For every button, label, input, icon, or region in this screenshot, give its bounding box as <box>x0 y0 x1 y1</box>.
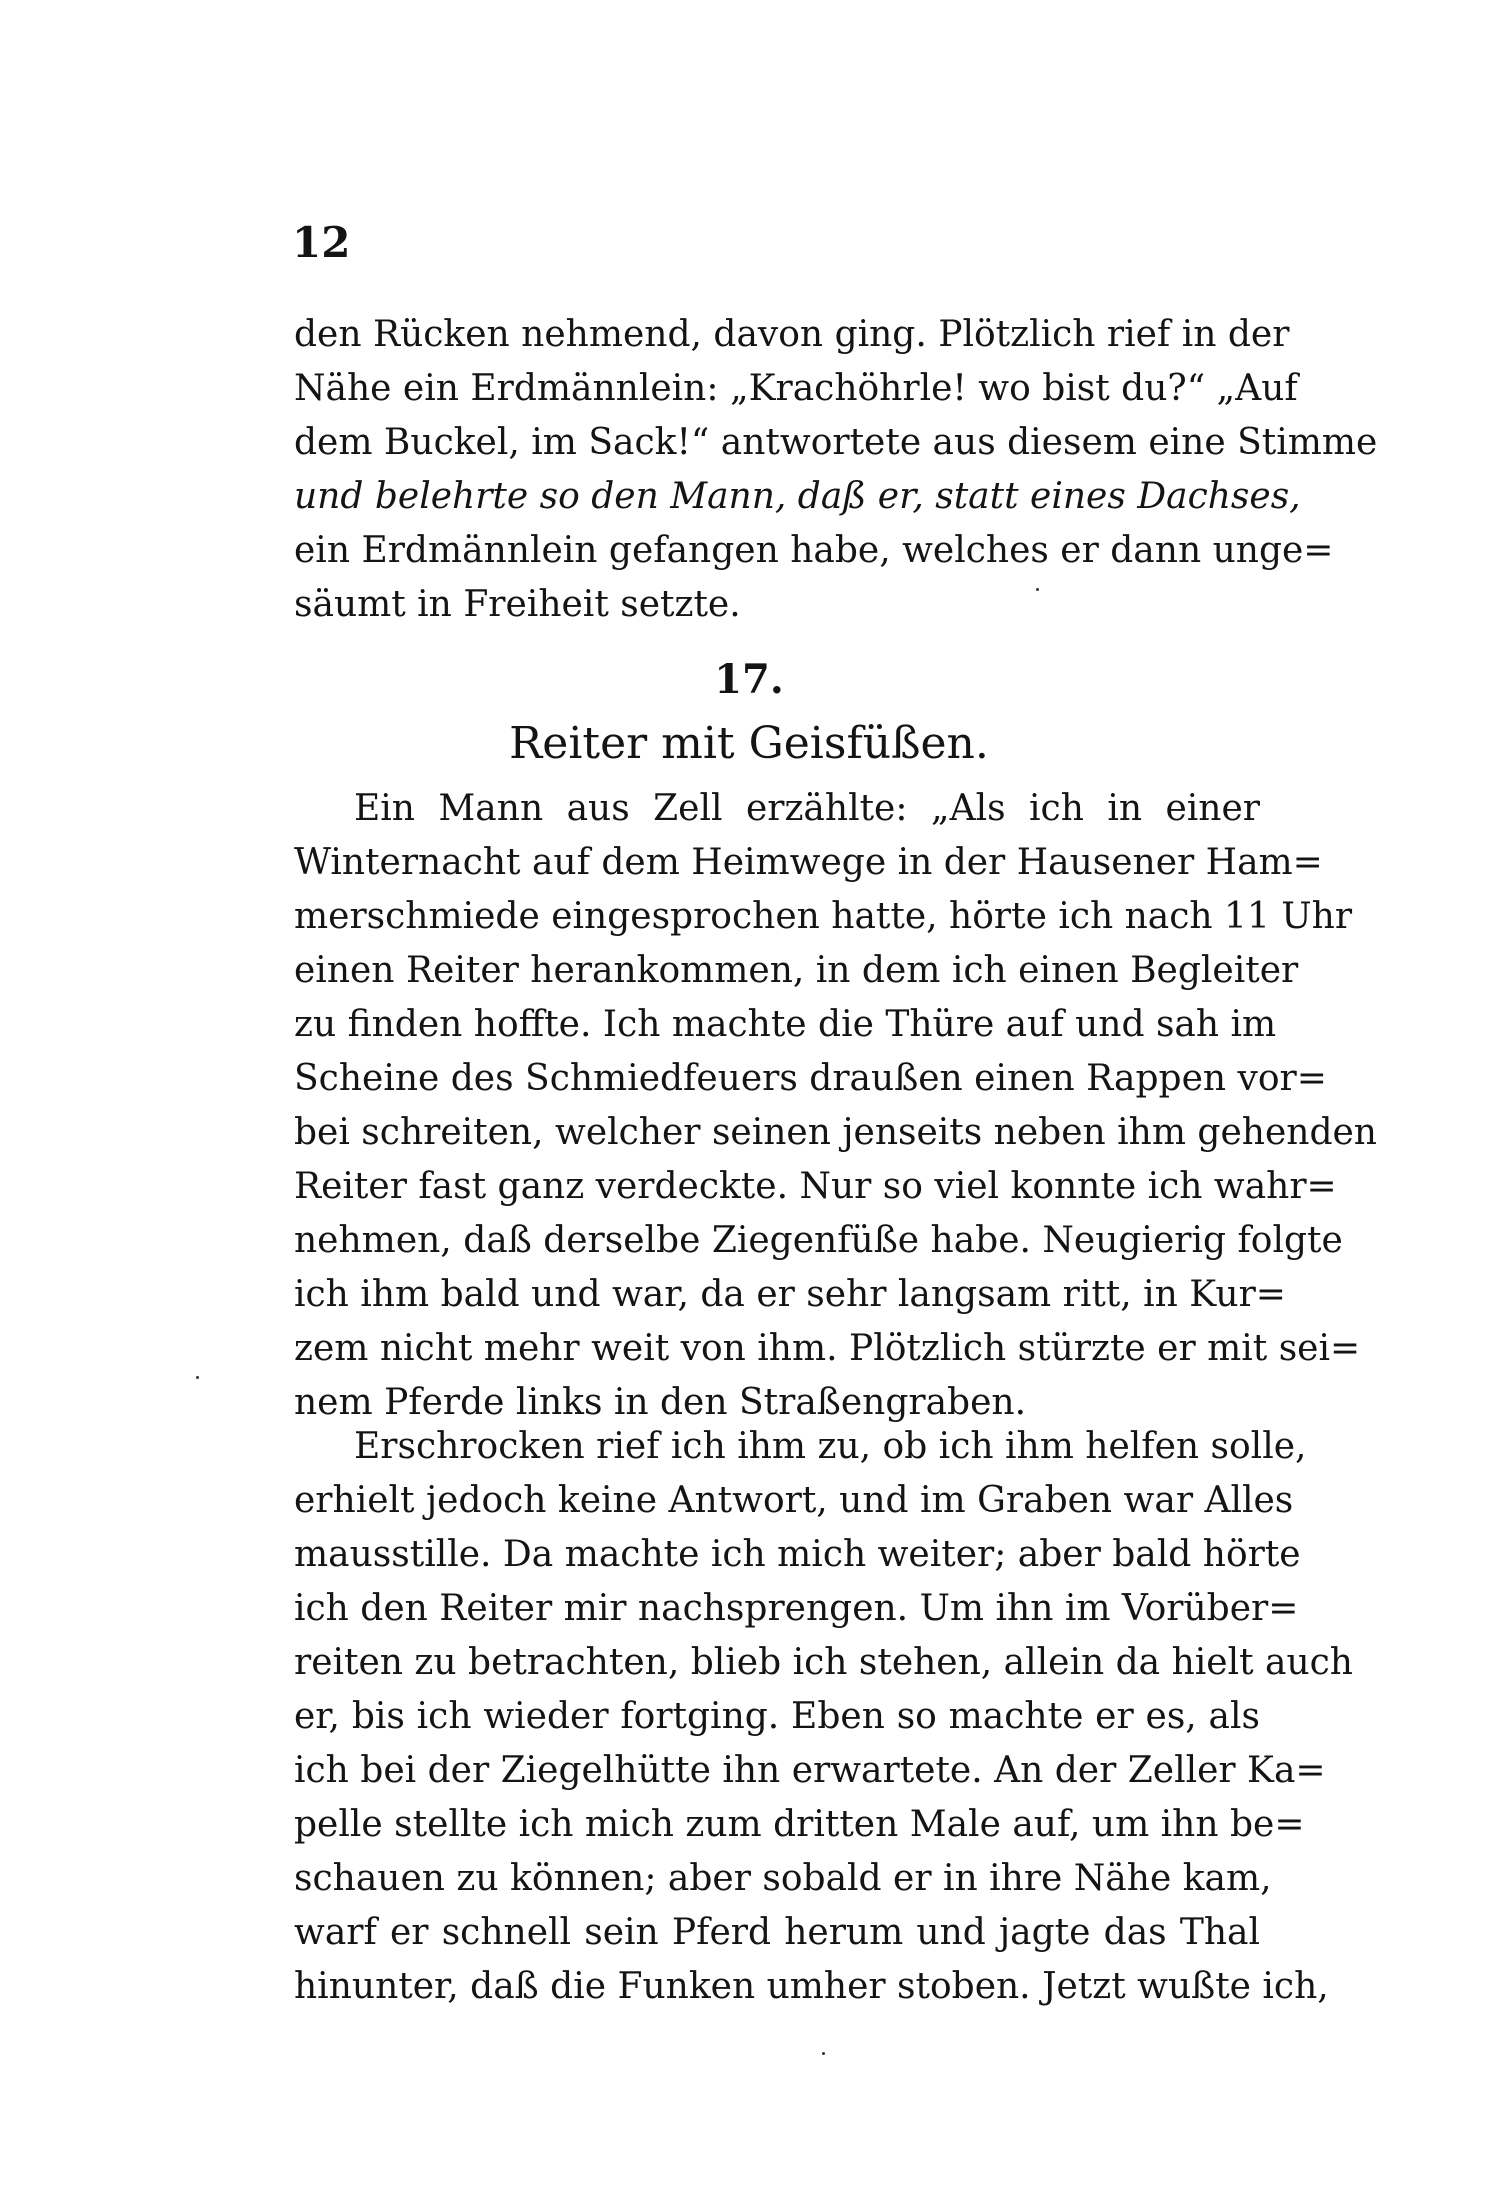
text-line: Nähe ein Erdmännlein: „Krachöhrle! wo bist du?“ „Auf <box>294 368 1298 409</box>
text-line: bei schreiten, welcher seinen jenseits neben ihm gehenden <box>294 1112 1377 1153</box>
text-line: merschmiede eingesprochen hatte, hörte ich nach 11 Uhr <box>294 896 1353 937</box>
text-line: nehmen, daß derselbe Ziegenfüße habe. Neugierig folgte <box>294 1220 1343 1261</box>
section-number: 17. <box>714 656 784 703</box>
text-line: hinunter, daß die Funken umher stoben. Jetzt wußte ich, <box>294 1966 1329 2007</box>
text-line: er, bis ich wieder fortging. Eben so machte er es, als <box>294 1696 1260 1737</box>
paragraph-2 <box>294 1420 1353 2014</box>
print-speck <box>1036 588 1039 591</box>
text-line: dem Buckel, im Sack!“ antwortete aus diesem eine Stimme <box>294 422 1378 463</box>
text-line: nem Pferde links in den Straßengraben. <box>294 1382 1027 1423</box>
text-line: Reiter fast ganz verdeckte. Nur so viel konnte ich wahr= <box>294 1166 1337 1207</box>
paragraph-1 <box>294 782 1377 1430</box>
text-line: erhielt jedoch keine Antwort, und im Graben war Alles <box>294 1480 1294 1521</box>
print-speck <box>196 1376 199 1379</box>
text-line: den Rücken nehmend, davon ging. Plötzlich rief in der <box>294 314 1290 355</box>
text-line: mausstille. Da machte ich mich weiter; aber bald hörte <box>294 1534 1301 1575</box>
text-line: ich ihm bald und war, da er sehr langsam ritt, in Kur= <box>294 1274 1286 1315</box>
text-line: Scheine des Schmiedfeuers draußen einen Rappen vor= <box>294 1058 1327 1099</box>
intro-paragraph <box>294 308 1378 632</box>
text-line: Ein Mann aus Zell erzählte: „Als ich in einer <box>354 788 1260 829</box>
text-line: ein Erdmännlein gefangen habe, welches er dann unge= <box>294 530 1334 571</box>
text-line: säumt in Freiheit setzte. <box>294 584 741 625</box>
text-line: schauen zu können; aber sobald er in ihre Nähe kam, <box>294 1858 1272 1899</box>
text-line: und belehrte so den Mann, daß er, statt eines Dachses, <box>294 476 1301 517</box>
section-title: Reiter mit Geisfüßen. <box>509 718 989 769</box>
print-speck <box>822 2052 825 2055</box>
text-line: ich den Reiter mir nachsprengen. Um ihn im Vorüber= <box>294 1588 1299 1629</box>
text-line: Erschrocken rief ich ihm zu, ob ich ihm helfen solle, <box>354 1426 1307 1467</box>
text-line: einen Reiter herankommen, in dem ich einen Begleiter <box>294 950 1299 991</box>
text-line: zu finden hoffte. Ich machte die Thüre auf und sah im <box>294 1004 1277 1045</box>
text-line: pelle stellte ich mich zum dritten Male auf, um ihn be= <box>294 1804 1305 1845</box>
text-line: Winternacht auf dem Heimwege in der Hausener Ham= <box>294 842 1323 883</box>
page-number: 12 <box>292 218 351 267</box>
text-line: zem nicht mehr weit von ihm. Plötzlich stürzte er mit sei= <box>294 1328 1361 1369</box>
text-line: reiten zu betrachten, blieb ich stehen, allein da hielt auch <box>294 1642 1353 1683</box>
text-line: ich bei der Ziegelhütte ihn erwartete. An der Zeller Ka= <box>294 1750 1326 1791</box>
text-line: warf er schnell sein Pferd herum und jagte das Thal <box>294 1912 1260 1953</box>
